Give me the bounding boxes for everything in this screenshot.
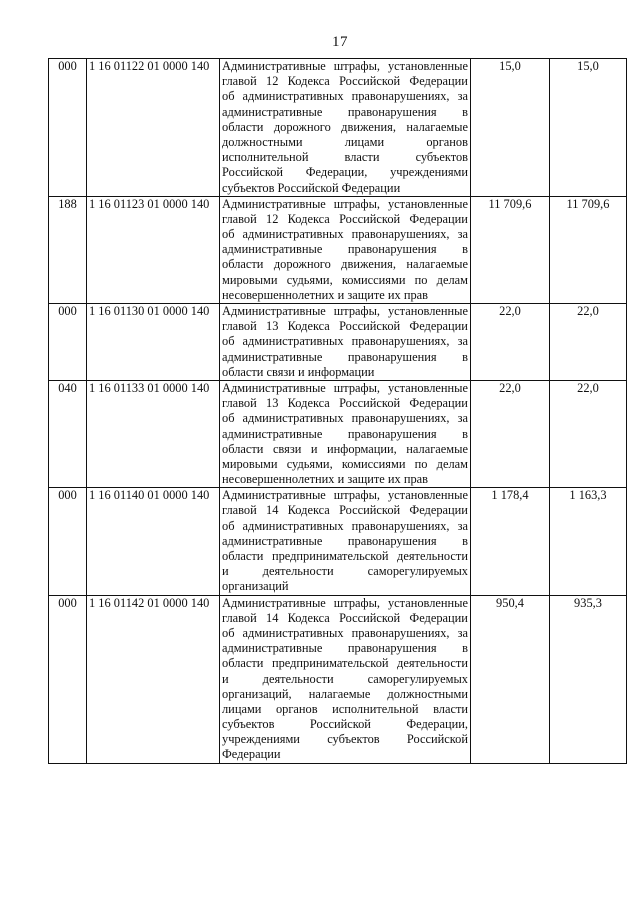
- description-line: Административные штрафы, установленные: [222, 595, 468, 610]
- description-line: Административные штрафы, установленные: [222, 488, 468, 503]
- description-line: об административных правонарушениях, за: [222, 334, 468, 349]
- description-line: и деятельности саморегулируемых: [222, 564, 468, 579]
- description-line: учреждениями субъектов Российской: [222, 732, 468, 747]
- description-line: организаций, налагаемые должностными: [222, 686, 468, 701]
- table-row: [49, 59, 627, 197]
- amount-year2-cell: 1 163,3: [550, 488, 627, 595]
- description-cell: [220, 488, 471, 595]
- description-line: лицами органов исполнительной власти: [222, 701, 468, 716]
- budget-classification-code-cell: 1 16 01130 01 0000 140: [87, 304, 220, 381]
- budget-classification-code-cell: 1 16 01122 01 0000 140: [87, 59, 220, 197]
- description-line: несовершеннолетних и защите их прав: [222, 287, 429, 302]
- table-row: [49, 488, 627, 595]
- description-line: мировыми судьями, комиссиями по делам: [222, 456, 468, 471]
- admin-code-cell: 000: [49, 304, 87, 381]
- description-line: Федерации: [222, 747, 281, 762]
- amount-year1-cell: 11 709,6: [471, 196, 550, 303]
- table-row: [49, 196, 627, 303]
- description-line: административные правонарушения в: [222, 533, 468, 548]
- description-line: Административные штрафы, установленные: [222, 59, 468, 73]
- page-number: 17: [332, 34, 348, 50]
- description-line: главой 12 Кодекса Российской Федерации: [222, 74, 468, 89]
- amount-year2-cell: 11 709,6: [550, 196, 627, 303]
- revenue-table: [48, 58, 627, 764]
- amount-year2-cell: 22,0: [550, 380, 627, 487]
- description-line: об административных правонарушениях, за: [222, 625, 468, 640]
- description-line: главой 13 Кодекса Российской Федерации: [222, 319, 468, 334]
- table-row: [49, 380, 627, 487]
- description-line: об административных правонарушениях, за: [222, 518, 468, 533]
- description-cell: [220, 59, 471, 197]
- description-line: области связи и информации, налагаемые: [222, 441, 468, 456]
- description-line: организаций: [222, 579, 289, 594]
- budget-classification-code-cell: 1 16 01142 01 0000 140: [87, 595, 220, 763]
- admin-code-cell: 040: [49, 380, 87, 487]
- description-line: несовершеннолетних и защите их прав: [222, 472, 429, 487]
- amount-year1-cell: 950,4: [471, 595, 550, 763]
- description-line: должностными лицами органов: [222, 134, 468, 149]
- description-line: об административных правонарушениях, за: [222, 89, 468, 104]
- amount-year1-cell: 15,0: [471, 59, 550, 197]
- description-line: и деятельности саморегулируемых: [222, 671, 468, 686]
- description-line: области предпринимательской деятельности: [222, 656, 468, 671]
- description-line: административные правонарушения в: [222, 426, 468, 441]
- description-cell: [220, 380, 471, 487]
- admin-code-cell: 000: [49, 488, 87, 595]
- amount-year2-cell: 22,0: [550, 304, 627, 381]
- description-line: области предпринимательской деятельности: [222, 549, 468, 563]
- amount-year1-cell: 1 178,4: [471, 488, 550, 595]
- description-line: исполнительной власти субъектов: [222, 150, 468, 165]
- description-line: административные правонарушения в: [222, 104, 468, 119]
- admin-code-cell: 000: [49, 595, 87, 763]
- amount-year1-cell: 22,0: [471, 304, 550, 381]
- description-line: об административных правонарушениях, за: [222, 227, 468, 242]
- table-row: [49, 595, 627, 763]
- description-line: главой 12 Кодекса Российской Федерации: [222, 211, 468, 226]
- amount-year1-cell: 22,0: [471, 380, 550, 487]
- description-line: административные правонарушения в: [222, 641, 468, 656]
- description-line: главой 14 Кодекса Российской Федерации: [222, 503, 468, 518]
- budget-classification-code-cell: 1 16 01123 01 0000 140: [87, 196, 220, 303]
- description-cell: [220, 304, 471, 381]
- description-line: главой 14 Кодекса Российской Федерации: [222, 610, 468, 625]
- description-cell: [220, 595, 471, 763]
- description-line: Административные штрафы, установленные: [222, 196, 468, 211]
- description-line: административные правонарушения в: [222, 349, 468, 364]
- description-line: области дорожного движения, налагаемые: [222, 257, 468, 272]
- budget-classification-code-cell: 1 16 01133 01 0000 140: [87, 380, 220, 487]
- description-line: Административные штрафы, установленные: [222, 380, 468, 395]
- description-line: субъектов Российской Федерации,: [222, 717, 468, 732]
- table-row: [49, 304, 627, 381]
- description-line: об административных правонарушениях, за: [222, 411, 468, 426]
- description-line: субъектов Российской Федерации: [222, 180, 401, 195]
- admin-code-cell: 188: [49, 196, 87, 303]
- budget-classification-code-cell: 1 16 01140 01 0000 140: [87, 488, 220, 595]
- table-body: [49, 59, 627, 764]
- description-line: административные правонарушения в: [222, 242, 468, 257]
- admin-code-cell: 000: [49, 59, 87, 197]
- description-line: Российской Федерации, учреждениями: [222, 165, 468, 180]
- description-line: Административные штрафы, установленные: [222, 304, 468, 318]
- amount-year2-cell: 15,0: [550, 59, 627, 197]
- description-line: мировыми судьями, комиссиями по делам: [222, 272, 468, 287]
- description-line: области дорожного движения, налагаемые: [222, 119, 468, 134]
- amount-year2-cell: 935,3: [550, 595, 627, 763]
- description-cell: [220, 196, 471, 303]
- description-line: области связи и информации: [222, 364, 375, 379]
- description-line: главой 13 Кодекса Российской Федерации: [222, 396, 468, 411]
